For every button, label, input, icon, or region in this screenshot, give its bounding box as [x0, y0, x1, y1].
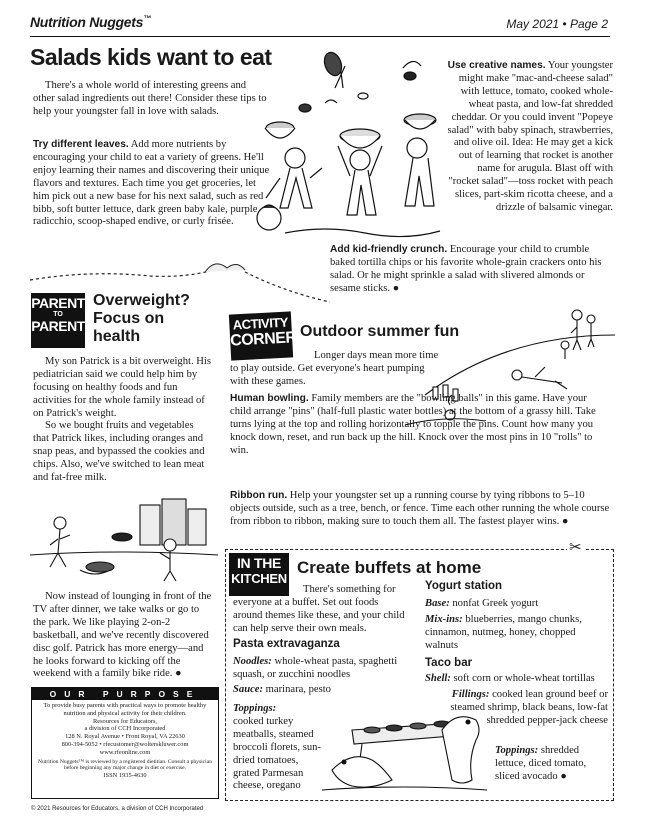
end-mark-icon: ●	[560, 770, 567, 782]
tip2-lead: Use creative names.	[447, 60, 546, 71]
purpose-web: www.rfeonline.com	[99, 748, 151, 756]
purpose-phone: 800-394-5052 • rfecustomer@wolterskluwer.com	[61, 740, 189, 748]
taco-toppings-label: Toppings:	[495, 745, 539, 756]
activity-tip1-lead: Human bowling.	[230, 393, 309, 404]
badge-mid: TO	[53, 311, 63, 318]
tip2-body: Your youngster might make "mac-and-cheese salad" with lettuce, tomato, cooked whole-wheat pasta, and low-fat shredded cheddar. Or you could invent "Popeye salad" with baby spinach, strawberries, and olive oil. Idea: He may get a kick out of learning that rocket is another name for arugula. Blast off with "rocket salad"—toss rocket with peach slices, part-skim ricotta cheese, and a drizzle of balsamic vinegar.	[447, 60, 613, 213]
purpose-box	[31, 687, 219, 799]
parent-p1: My son Patrick is a bit overweight. His pediatrician said we could help him by focusing on healthy foods and fun activities for the whole family instead of on Patrick's weight.	[33, 356, 211, 419]
salads-title: Salads kids want to eat	[30, 44, 272, 70]
pasta-noodles-text: whole-wheat pasta, spaghetti squash, or zucchini noodles	[233, 656, 398, 680]
yogurt-base	[425, 598, 605, 611]
purpose-org1: Resources for Educators,	[92, 717, 158, 725]
purpose-org2: a division of CCH Incorporated	[84, 725, 166, 733]
masthead-rule	[30, 36, 610, 37]
activity-tip2-lead: Ribbon run.	[230, 490, 288, 501]
taco-shell-text: soft corn or whole-wheat tortillas	[450, 673, 595, 684]
salads-tip1	[33, 139, 271, 229]
parent-p3-text: Now instead of lounging in front of the TV after dinner, we take walks or go to the park. We like playing 2-on-2 basketball, and we've recently discovered disc golf. Patrick has more energy—and he looks forward to kicking off the weekend with a family bike ride.	[33, 591, 212, 680]
activity-intro: Longer days mean more time to play outside. Get everyone's heart pumping with these games.	[230, 350, 439, 387]
pasta-heading: Pasta extravaganza	[233, 638, 340, 650]
salads-tip3	[330, 244, 613, 296]
purpose-header: OUR PURPOSE	[32, 688, 218, 700]
yogurt-base-label: Base:	[425, 598, 450, 609]
parent-p3	[33, 591, 213, 681]
salads-tip2	[446, 60, 613, 215]
yogurt-heading: Yogurt station	[425, 580, 503, 592]
kitchen-intro: There's something for everyone at a buffet. Set out foods around themes like these, and your child can help serve their own meals.	[233, 584, 405, 634]
scissors-icon: ✂	[569, 540, 582, 556]
salad-kids-illustration	[255, 48, 445, 243]
newsletter-name: Nutrition Nuggets	[30, 14, 144, 30]
masthead-title	[30, 14, 151, 30]
badge-bot: CORNER	[229, 329, 297, 350]
date-page: May 2021 • Page 2	[506, 17, 608, 31]
taco-heading: Taco bar	[425, 657, 473, 669]
trademark: ™	[143, 14, 151, 23]
badge-top: PARENT	[31, 295, 85, 311]
purpose-issn: ISSN 1935-4630	[103, 772, 147, 780]
end-mark-icon: ●	[175, 668, 182, 680]
activity-tip1	[230, 393, 610, 458]
yogurt-mixins	[425, 614, 605, 653]
badge-bot: KITCHEN	[231, 571, 287, 586]
taco-fillings-label: Fillings:	[451, 689, 490, 700]
parent-p2: So we bought fruits and vegetables that Patrick likes, including oranges and snap peas, and bypassed the cookies and chips. Also, we've switched to lean meat and fat-free milk.	[33, 420, 205, 483]
taco-fillings	[425, 689, 608, 728]
activity-tip2	[230, 490, 610, 529]
kitchen-title: Create buffets at home	[297, 558, 482, 577]
activity-tip2-body: Help your youngster set up a running course by tying ribbons to 5–10 objects outside, such as a tree, bench, or fence. Time each other running the whole course from ribbon to ribbon, making sure to touch them all. The fastest player wins.	[230, 490, 610, 527]
parent-to-parent-badge	[31, 293, 85, 348]
parent-title: Overweight? Focus on health	[93, 292, 190, 345]
yogurt-mixins-label: Mix-ins:	[425, 614, 463, 625]
pasta-sauce-text: marinara, pesto	[263, 684, 331, 695]
pasta-sauce	[233, 684, 413, 697]
badge-top: IN THE	[236, 555, 282, 571]
taco-shell-label: Shell:	[425, 673, 451, 684]
tip1-body: Add more nutrients by encouraging your child to eat a variety of greens. He'll enjoy learning their names and discovering their unique flavors and textures. Each time you get groceries, let him pick out a new base for his next salad, such as red bibb, soft butter lettuce, dark green baby kale, purple radicchio, scoop-shaped endive, or curly frisée.	[33, 139, 270, 228]
tip1-lead: Try different leaves.	[33, 139, 129, 150]
purpose-note: Nutrition Nuggets™ is reviewed by a registered dietitian. Consult a physician before beginning any major change in diet or exercise.	[37, 758, 213, 772]
salads-intro: There's a whole world of interesting greens and other salad ingredients out there! Consider these tips to help your youngster fall in love with salads.	[33, 80, 267, 117]
purpose-address: 128 N. Royal Avenue • Front Royal, VA 22630	[65, 733, 185, 741]
family-park-illustration	[30, 495, 218, 585]
pasta-toppings-label: Toppings:	[233, 703, 277, 714]
end-mark-icon: ●	[392, 282, 400, 294]
pasta-noodles	[233, 656, 413, 682]
taco-toppings-text: shredded lettuce, diced tomato, sliced avocado	[495, 745, 587, 782]
copyright: © 2021 Resources for Educators, a division of CCH Incorporated	[31, 806, 204, 812]
tip3-lead: Add kid-friendly crunch.	[330, 244, 448, 255]
pasta-toppings-text: cooked turkey meatballs, steamed broccoli florets, sun-dried tomatoes, grated Parmesan cheese, oregano	[233, 715, 321, 792]
activity-title: Outdoor summer fun	[300, 323, 460, 340]
pasta-toppings	[233, 703, 325, 793]
taco-fillings-text: cooked lean ground beef or steamed shrimp, black beans, low-fat shredded pepper-jack cheese	[450, 689, 608, 726]
taco-shell	[425, 673, 610, 686]
badge-top: ACTIVITY	[232, 314, 289, 333]
yogurt-base-text: nonfat Greek yogurt	[449, 598, 539, 609]
activity-tip1-body: Family members are the "bowling balls" in this game. Have your child arrange "pins" (half-full plastic water bottles) at the bottom of a grassy hill. Take turns lying at the top and rolling horizontally to topple the pins. Count how many you knock down, reset, and run back up the hill. Knock over the most pins in 10 "rolls" to win.	[230, 393, 596, 456]
pasta-sauce-label: Sauce:	[233, 684, 264, 695]
taco-toppings	[495, 745, 610, 784]
pasta-noodles-label: Noodles:	[233, 656, 272, 667]
tip3-body: Encourage your child to crumble baked tortilla chips or his favorite whole-grain crackers onto his salad. Or he might sprinkle a salad with slivered almonds or sesame sticks.	[330, 244, 602, 294]
purpose-mission: To provide busy parents with practical ways to promote healthy nutrition and physical activity for their children.	[43, 702, 207, 717]
badge-bot: PARENT	[31, 318, 85, 334]
yogurt-mixins-text: blueberries, mango chunks, cinnamon, nutmeg, honey, chopped walnuts	[425, 614, 582, 651]
end-mark-icon: ●	[561, 515, 569, 527]
